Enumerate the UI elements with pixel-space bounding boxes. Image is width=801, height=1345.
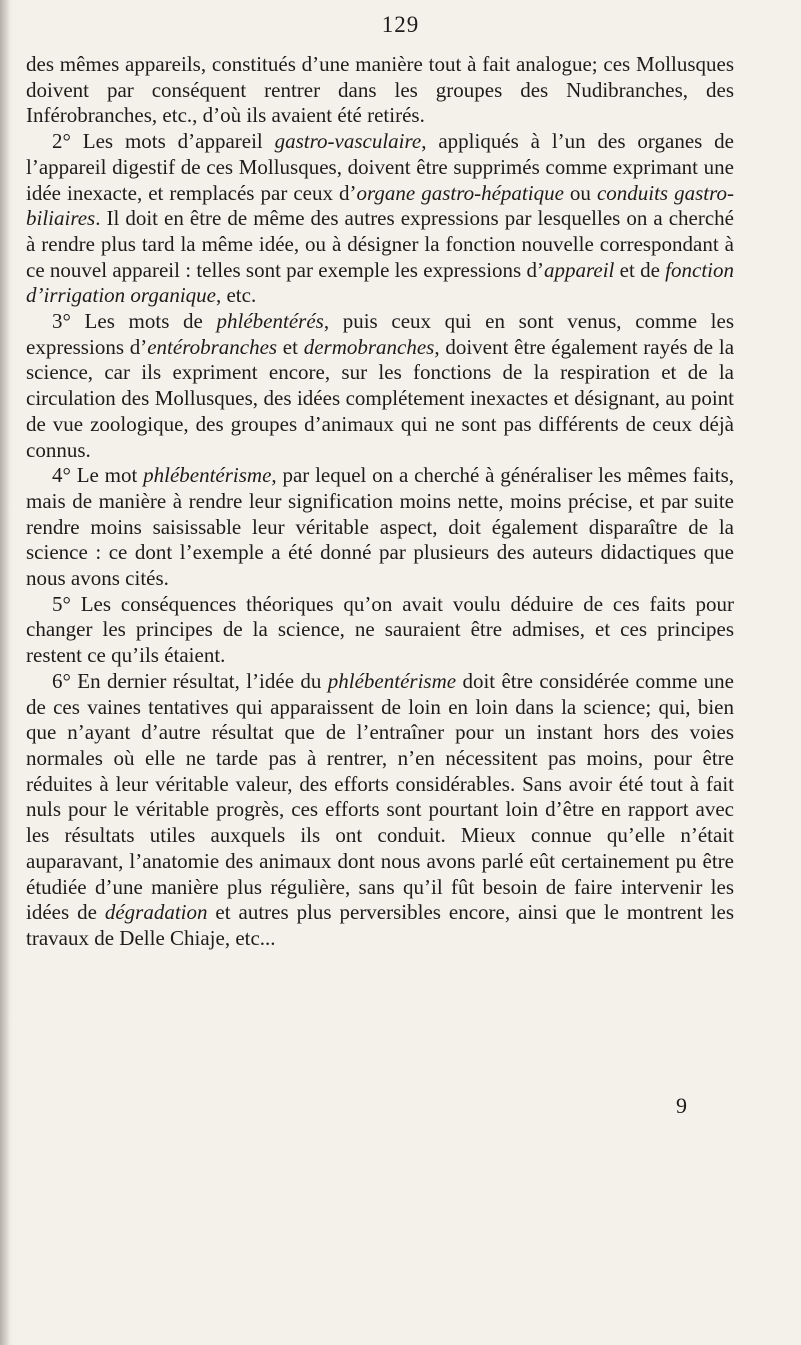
italic-term: phlébentérisme — [143, 463, 272, 488]
text-run: et autres plus perversibles encore, ainsi que le montrent les travaux de Delle Chiaje, etc... — [26, 900, 734, 950]
italic-term: organe gastro-hépatique — [356, 180, 564, 205]
paragraph-4 — [26, 463, 734, 592]
signature-mark: 9 — [676, 1093, 687, 1118]
text-run: , etc. — [215, 283, 257, 308]
text-run: et de — [614, 257, 666, 282]
page-binding-shadow — [0, 0, 10, 1345]
italic-term: entérobranches — [147, 334, 278, 359]
paragraph-6 — [26, 669, 734, 952]
italic-term: gastro-vasculaire — [274, 129, 422, 154]
text-run: 3° Les mots de — [52, 309, 217, 334]
text-run: 2° Les mots d’appareil — [52, 129, 275, 154]
text-run: doit être considérée comme une de ces vaines tentatives qui apparaissent de loin en loin dans la science; qui, bien que n’ayant d’autre résultat que de l’entraîner pour un instant hors des voies normales où elle ne tarde pas à rentrer, n’en nécessitent pas moins, pour être réduites à leur véritable valeur, des efforts considérables. Sans avoir été tout à fait nuls pour le véritable progrès, ces efforts sont pourtant loin d’être en rapport avec les résultats utiles auxquels ils ont conduit. Mieux connue qu’elle n’était auparavant, l’anatomie des animaux dont nous avons parlé eût certainement pu être étudiée d’une manière plus régulière, sans qu’il fût besoin de faire intervenir les idées de — [26, 668, 734, 925]
italic-term: phlébentérisme — [327, 668, 457, 693]
text-run: , doivent être également rayés de la science, car ils expriment encore, sur les fonctions de la respiration et de la circulation des Mollusques, des idées complétement inexactes et désignant, au point de vue zoologique, des groupes d’animaux qui ne sont pas différents de ceux déjà connus. — [26, 334, 735, 462]
paragraph-2 — [26, 129, 734, 309]
text-run: ou — [563, 180, 597, 205]
text-run: des mêmes appareils, constitués d’une manière tout à fait analogue; ces Mollusques doivent par conséquent rentrer dans les groupes des Nudibranches, des Inférobranches, etc., d’où ils avaient été retirés. — [26, 52, 734, 128]
paragraph-1 — [26, 52, 734, 129]
text-run: , par lequel on a cherché à généraliser les mêmes faits, mais de manière à rendre leur signification moins nette, moins précise, et par suite rendre moins saisissable leur véritable aspect, doit également disparaître de la science : ce dont l’exemple a été donné par plusieurs des auteurs didactiques que nous avons cités. — [26, 463, 734, 591]
italic-term: dermobranches — [303, 334, 435, 359]
page-number: 129 — [381, 12, 420, 37]
text-run: , puis ceux qui en sont venus, comme les expressions d’ — [26, 309, 734, 359]
paragraph-5 — [26, 592, 734, 669]
text-run: 5° Les conséquences théoriques qu’on avait voulu déduire de ces faits pour changer les principes de la science, ne sauraient être admises, et ces principes restent ce qu’ils étaient. — [26, 591, 734, 668]
text-run: et — [277, 334, 304, 359]
italic-term: phlébentérés — [216, 309, 324, 334]
text-run: . Il doit en être de même des autres expressions par lesquelles on a cherché à rendre plus tard la même idée, ou à désigner la fonction nouvelle correspondant à ce nouvel appareil : telles sont par exemple les expressions d’ — [26, 206, 734, 282]
text-run: , appliqués à l’un des organes de l’appareil digestif de ces Mollusques, doivent être supprimés comme exprimant une idée inexacte, et remplacés par ceux d’ — [26, 129, 734, 205]
italic-term: dégradation — [104, 900, 208, 925]
italic-term: conduits gastro-biliaires — [26, 180, 735, 231]
body-text — [26, 52, 734, 952]
italic-term: appareil — [544, 257, 615, 282]
text-run: 6° En dernier résultat, l’idée du — [52, 668, 328, 693]
paragraph-3 — [26, 309, 734, 463]
text-run: 4° Le mot — [52, 463, 144, 488]
italic-term: fonction d’irrigation organique — [26, 257, 734, 308]
